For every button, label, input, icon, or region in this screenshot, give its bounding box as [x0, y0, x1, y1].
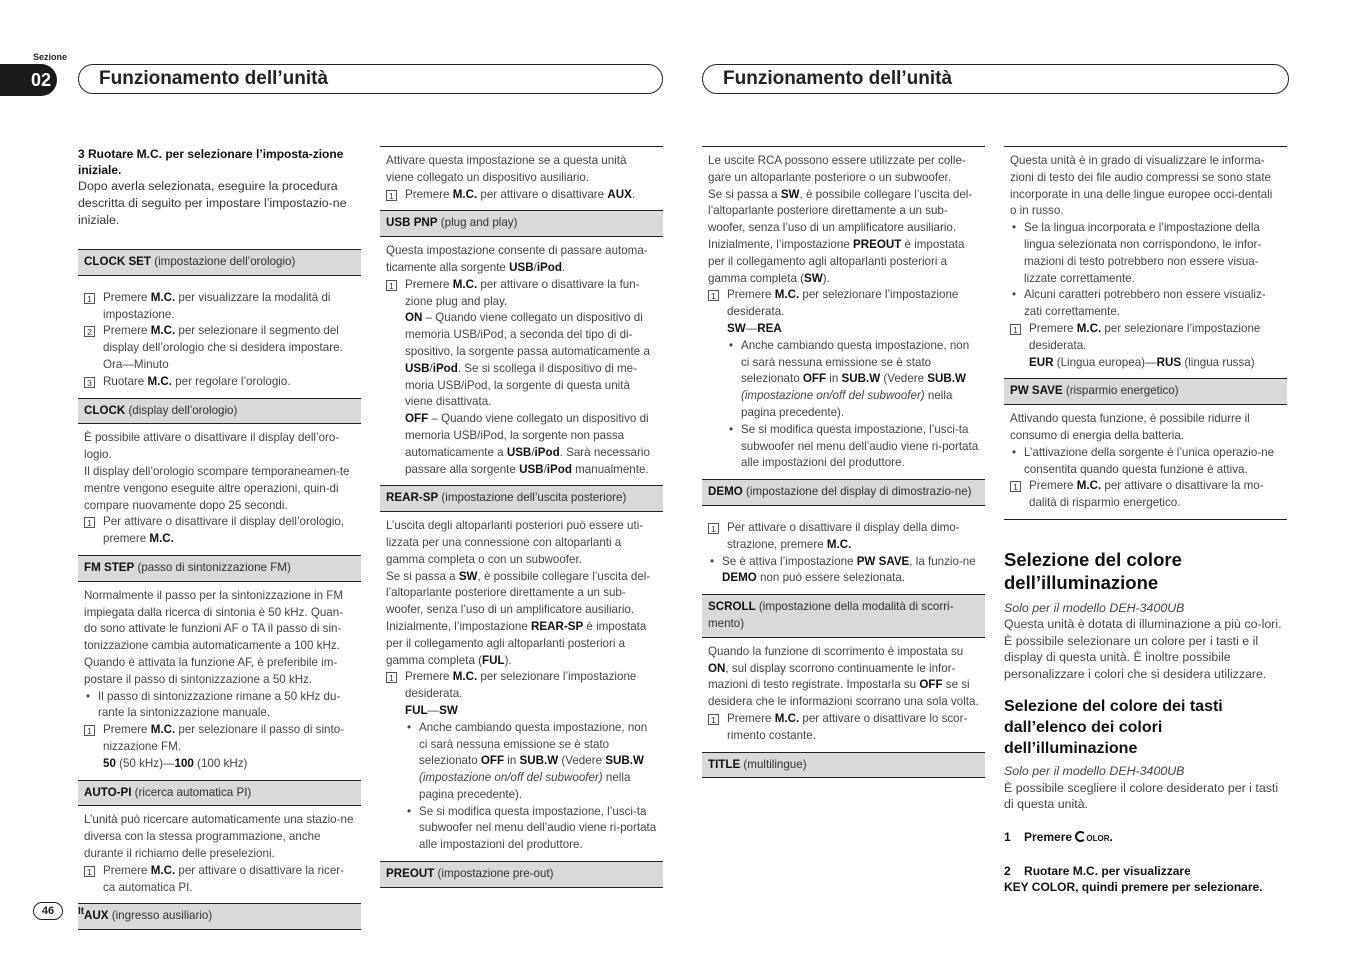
usb-pnp-block: Questa impostazione consente di passare automa-ticamente alla sorgente USB/iPod. 1 Premere M.C. per attivare o disattivare la fun-zione plug and play. ON – Quando viene collegato un dispositivo di memoria USB/iPod, a seconda del tipo di di-spositivo, la sorgente passa automaticamente a USB/iPod. Se si scollega il dispositivo di me-moria USB/iPod, la sorgente di questa unità viene disattivata. OFF – Quando viene collegato un dispositivo di memoria USB/iPod, la sorgente non passa automaticamente a USB/iPod. Sarà necessario passare alla sorgente USB/iPod manualmente.	[380, 237, 663, 485]
scroll-block: Quando la funzione di scorrimento è impostata su ON, sul display scorrono continuamente le infor-mazioni di testo registrate. Impostarla su OFF se si desidera che le informazioni scorrano una sola volta. 1 Premere M.C. per attivare o disattivare lo scor-rimento costante.	[702, 638, 985, 752]
option-values: 50 (50 kHz)—100 (100 kHz)	[103, 756, 248, 770]
column-2	[380, 146, 663, 888]
fm-step-block: Normalmente il passo per la sintonizzazione in FM impiegata dalla ricerca di sintonia è 50 kHz. Quan-do sono attivate le funzioni AF o TA il passo di sin-tonizzazione cambia automaticamente a 100 kHz. Quando è attivata la funzione AF, è preferibile im-postare il passo di sintonizzazione a 50 kHz. • Il passo di sintonizzazione rimane a 50 kHz du-rante la sintonizzazione manuale. 1 Premere M.C. per selezionare il passo di sinto-nizzazione FM. 50 (50 kHz)—100 (100 kHz)	[78, 582, 361, 780]
step-item: 1 Premere M.C. per attivare o disattivare lo scor-rimento costante.	[708, 711, 979, 745]
step-item: 1 Premere M.C. per attivare o disattivare la mo-dalità di risparmio energetico.	[1010, 478, 1281, 512]
bullet-item: • Il passo di sintonizzazione rimane a 50 kHz du-rante la sintonizzazione manuale.	[86, 689, 341, 720]
bullet-item: • Alcuni caratteri potrebbero non essere visualiz-zati correttamente.	[1012, 288, 1266, 319]
color-button-icon: OLOR	[1075, 831, 1109, 847]
option-values: SW—REA	[727, 321, 782, 335]
demo-block	[702, 506, 985, 594]
clock-set-header: CLOCK SET (impostazione dell’orologio)	[78, 249, 361, 276]
heading-color-illumination: Selezione del colore dell’illuminazione	[1004, 548, 1182, 593]
column-1	[78, 146, 361, 930]
step-item: 1 Premere M.C. per attivare o disattivare la fun-zione plug and play.	[386, 277, 657, 311]
clock-block: È possibile attivare o disattivare il display dell’oro-logio. Il display dell’orologio scompare temporaneamen-te mentre vengono eseguite altre operazioni, quin-di compare nuovamente dopo 25 secondi. 1 Per attivare o disattivare il display dell’orologio, premere M.C.	[78, 424, 361, 555]
color-intro: Solo per il modello DEH-3400UB Questa unità è dotata di illuminazione a più co-lori. È possibile selezionare un colore per i tasti e il display di questa unità. È inoltre possibile personalizzare i colori che si desidera utilizzare.	[1004, 600, 1282, 681]
step-item: 1 Premere M.C. per attivare o disattivare AUX.	[386, 187, 657, 204]
pw-save-block: Attivando questa funzione, è possibile ridurre il consumo di energia della batteria. • L’attivazione della sorgente è l’unica operazio-ne consentita quando questa funzione è attiva. 1 Premere M.C. per attivare o disattivare la mo-dalità di risparmio energetico.	[1004, 405, 1287, 520]
title-block: Questa unità è in grado di visualizzare le informa-zioni di testo dei file audio compressi se sono state incorporate in una delle lingue europee occi-dentali o in russo. • Se la lingua incorporata e l’impostazione della lingua selezionata non corrispondono, le infor-mazioni di testo potrebbero non essere visua-lizzate correttamente. • Alcuni caratteri potrebbero non essere visualiz-zati correttamente. 1 Premere M.C. per selezionare l’impostazione desiderata. EUR (Lingua europea)—RUS (lingua russa)	[1004, 147, 1287, 378]
usb-pnp-header: USB PNP (plug and play)	[380, 210, 663, 237]
step-item: 2 Premere M.C. per selezionare il segmento del display dell’orologio che si desidera impostare. Ora—Minuto	[84, 323, 355, 373]
step-item: 1 Premere M.C. per attivare o disattivare la ricer-ca automatica PI.	[84, 863, 355, 897]
page-number: 46	[33, 902, 63, 920]
step-3-text: Dopo averla selezionata, eseguire la procedura descritta di seguito per impostare l’impostazio-ne iniziale.	[78, 179, 347, 227]
preout-header: PREOUT (impostazione pre-out)	[380, 861, 663, 888]
fm-step-header: FM STEP (passo di sintonizzazione FM)	[78, 555, 361, 582]
option-off: OFF – Quando viene collegato un dispositivo di memoria USB/iPod, la sorgente non passa automaticamente a USB/iPod. Sarà necessario passare alla sorgente USB/iPod manualmente.	[405, 412, 650, 476]
bullet-item: • Se la lingua incorporata e l’impostazione della lingua selezionata non corrispondono, le infor-mazioni di testo potrebbero non essere visua-lizzate correttamente.	[1012, 221, 1262, 285]
title-header: TITLE (multilingue)	[702, 752, 985, 779]
clock-set-block	[78, 276, 361, 398]
key-color-step-1: 1 Premere OLOR.	[1004, 829, 1287, 847]
language-code: It	[78, 906, 85, 917]
section-number-badge: 02	[0, 64, 57, 96]
step-item: 1 Premere M.C. per selezionare il passo di sinto-nizzazione FM.	[84, 722, 355, 756]
header-left: Funzionamento dell’unità	[78, 64, 663, 94]
rear-sp-header: REAR-SP (impostazione dell’uscita posteriore)	[380, 485, 663, 512]
option-on: ON – Quando viene collegato un dispositivo di memoria USB/iPod, a seconda del tipo di di-spositivo, la sorgente passa automaticamente a USB/iPod. Se si scollega il dispositivo di me-moria USB/iPod, la sorgente di questa unità viene disattivata.	[405, 311, 650, 409]
step-item: 3 Ruotare M.C. per regolare l’orologio.	[84, 374, 355, 391]
bullet-item: • Anche cambiando questa impostazione, non ci sarà nessuna emissione se è stato selezionato OFF in SUB.W (Vedere SUB.W (impostazione on/off del subwoofer) nella pagina precedente).	[729, 338, 970, 419]
demo-header: DEMO (impostazione del display di dimostrazio-ne)	[702, 479, 985, 506]
step-item: 1 Premere M.C. per visualizzare la modalità di impostazione.	[84, 290, 355, 324]
bullet-item: • Anche cambiando questa impostazione, non ci sarà nessuna emissione se è stato selezionato OFF in SUB.W (Vedere SUB.W (impostazione on/off del subwoofer) nella pagina precedente).	[407, 720, 648, 801]
clock-header: CLOCK (display dell’orologio)	[78, 398, 361, 425]
heading-key-color: Selezione del colore dei tasti dall’elenco dei colori dell’illuminazione	[1004, 698, 1223, 758]
bullet-item: • Se si modifica questa impostazione, l’usci-ta subwoofer nel menu dell’audio viene ri-portata alle impostazioni del produttore.	[407, 804, 657, 852]
column-4	[1004, 146, 1287, 895]
pw-save-header: PW SAVE (risparmio energetico)	[1004, 378, 1287, 405]
scroll-header: SCROLL (impostazione della modalità di scorri-mento)	[702, 594, 985, 638]
auto-pi-header: AUTO-PI (ricerca automatica PI)	[78, 780, 361, 807]
preout-block: Le uscite RCA possono essere utilizzate per colle-gare un altoparlante posteriore o un subwoofer. Se si passa a SW, è possibile collegare l’uscita del-l’altoparlante posteriore direttamente a un sub-woofer, senza l’uso di un amplificatore ausiliario. Inizialmente, l’impostazione PREOUT è impostata per il collegamento agli altoparlanti posteriori a gamma completa (SW). 1 Premere M.C. per selezionare l’impostazione desiderata. SW—REA • Anche cambiando questa impostazione, non ci sarà nessuna emissione se è stato selezionato OFF in SUB.W (Vedere SUB.W (impostazione on/off del subwoofer) nella pagina precedente). • Se si modifica questa impostazione, l’usci-ta subwoofer nel menu dell’audio viene ri-portata alle impostazioni del produttore.	[702, 147, 985, 479]
option-values: EUR (Lingua europea)—RUS (lingua russa)	[1029, 355, 1255, 369]
section-label: Sezione	[33, 52, 68, 62]
step-item: 1 Premere M.C. per selezionare l’impostazione desiderata.	[386, 669, 657, 703]
intro-step	[78, 146, 361, 229]
bullet-item: • L’attivazione della sorgente è l’unica operazio-ne consentita quando questa funzione è attiva.	[1012, 445, 1275, 476]
step-item: 1 Per attivare o disattivare il display dell’orologio, premere M.C.	[84, 514, 355, 548]
header-right: Funzionamento dell’unità	[702, 64, 1289, 94]
step-item: 1 Per attivare o disattivare il display della dimo-strazione, premere M.C.	[708, 520, 979, 554]
option-values: FUL—SW	[405, 703, 458, 717]
bullet-item: • Se è attiva l’impostazione PW SAVE, la funzio-ne DEMO non può essere selezionata.	[710, 554, 976, 585]
bullet-item: • Se si modifica questa impostazione, l’usci-ta subwoofer nel menu dell’audio viene ri-portata alle impostazioni del produttore.	[729, 422, 979, 470]
step-item: 1 Premere M.C. per selezionare l’impostazione desiderata.	[1010, 321, 1281, 355]
key-color-intro: Solo per il modello DEH-3400UB È possibile scegliere il colore desiderato per i tasti di questa unità.	[1004, 764, 1279, 812]
rear-sp-block: L’uscita degli altoparlanti posteriori può essere uti-lizzata per una connessione con altoparlanti a gamma completa o con un subwoofer. Se si passa a SW, è possibile collegare l’uscita del-l’altoparlante posteriore direttamente a un sub-woofer, senza l’uso di un amplificatore ausiliario. Inizialmente, l’impostazione REAR-SP è impostata per il collegamento agli altoparlanti posteriori a gamma completa (FUL). 1 Premere M.C. per selezionare l’impostazione desiderata. FUL—SW • Anche cambiando questa impostazione, non ci sarà nessuna emissione se è stato selezionato OFF in SUB.W (Vedere SUB.W (impostazione on/off del subwoofer) nella pagina precedente). • Se si modifica questa impostazione, l’usci-ta subwoofer nel menu dell’audio viene ri-portata alle impostazioni del produttore.	[380, 512, 663, 861]
step-3-title: 3 Ruotare M.C. per selezionare l’imposta-zione iniziale.	[78, 147, 344, 177]
auto-pi-block: L’unità può ricercare automaticamente una stazio-ne diversa con la stessa programmazione, anche durante il richiamo delle preselezioni. 1 Premere M.C. per attivare o disattivare la ricer-ca automatica PI.	[78, 806, 361, 903]
aux-header: AUX (ingresso ausiliario)	[78, 903, 361, 930]
column-3	[702, 146, 985, 778]
key-color-step-2: 2 Ruotare M.C. per visualizzare KEY COLOR, quindi premere per selezionare.	[1004, 863, 1263, 894]
step-item: 1 Premere M.C. per selezionare l’impostazione desiderata.	[708, 287, 979, 321]
aux-block: Attivare questa impostazione se a questa unità viene collegato un dispositivo ausiliario. 1 Premere M.C. per attivare o disattivare AUX.	[380, 147, 663, 210]
